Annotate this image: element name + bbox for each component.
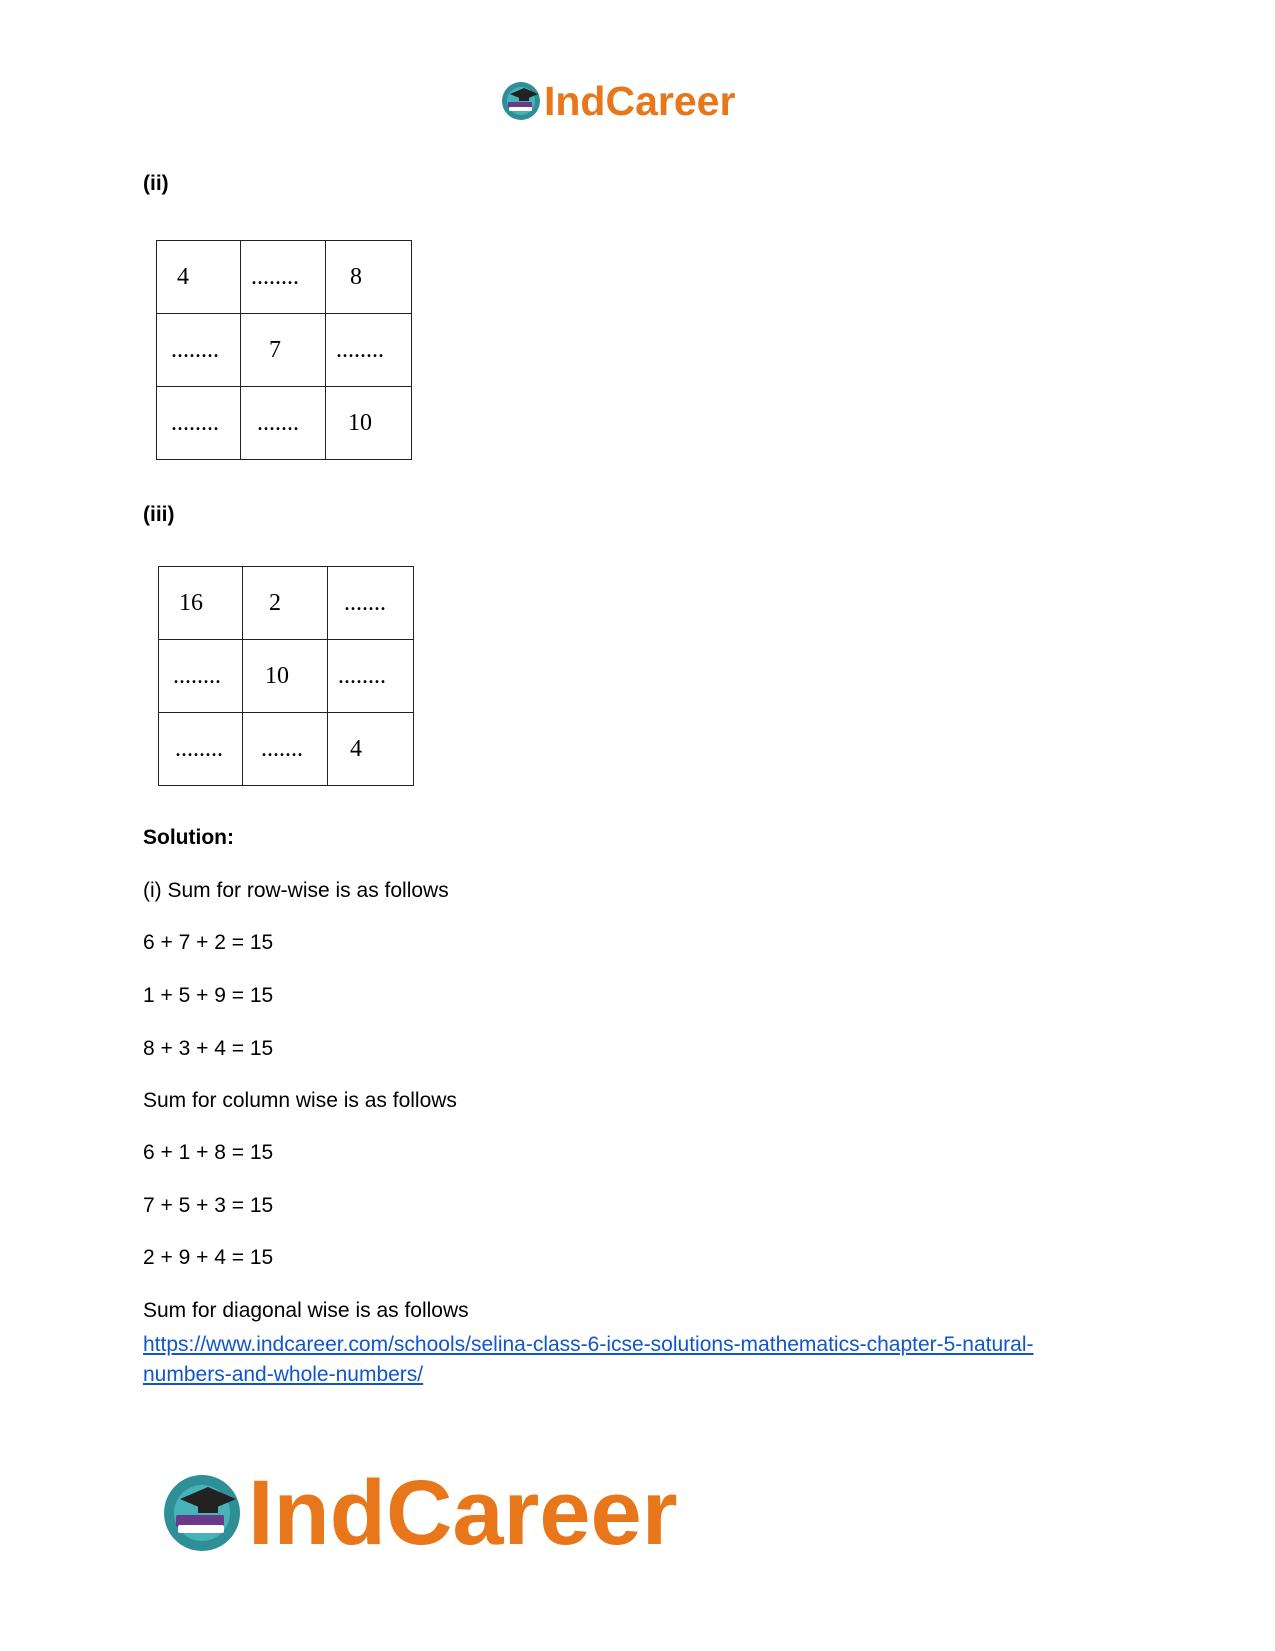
grid-cell: 10	[348, 409, 372, 436]
grid-label-iii: (iii)	[143, 503, 175, 526]
solution-line: 1 + 5 + 9 = 15	[143, 984, 274, 1007]
magic-square-ii	[156, 240, 412, 460]
grid-cell: 7	[269, 336, 281, 363]
logo-wordmark: IndCareer	[248, 1462, 678, 1564]
solution-line: (i) Sum for row-wise is as follows	[143, 879, 449, 902]
logo-wordmark: IndCareer	[544, 77, 736, 124]
graduation-book-icon	[160, 1471, 244, 1555]
grid-cell: 16	[179, 589, 203, 616]
grid-cell: .......	[344, 589, 386, 616]
solution-line: 8 + 3 + 4 = 15	[143, 1037, 274, 1060]
grid-cell: ........	[171, 336, 219, 363]
grid-cell: .......	[257, 409, 299, 436]
solution-line: 2 + 9 + 4 = 15	[143, 1246, 274, 1269]
solution-line: Sum for column wise is as follows	[143, 1089, 457, 1112]
grid-cell: ........	[338, 662, 386, 689]
source-link[interactable]	[143, 1330, 1143, 1390]
grid-cell: .......	[261, 735, 303, 762]
solution-line: 6 + 1 + 8 = 15	[143, 1141, 274, 1164]
solution-heading: Solution:	[143, 826, 234, 849]
grid-cell: 2	[269, 589, 281, 616]
grid-cell: ........	[173, 662, 221, 689]
grid-cell: 10	[265, 662, 289, 689]
source-link-line2: numbers-and-whole-numbers/	[143, 1363, 424, 1386]
grid-cell: 4	[177, 263, 189, 290]
grid-label-ii: (ii)	[143, 172, 169, 195]
source-link-line1: https://www.indcareer.com/schools/selina-class-6-icse-solutions-mathematics-chapter-5-natural-	[143, 1333, 1034, 1356]
footer-logo	[160, 1462, 678, 1564]
grid-cell: ........	[171, 409, 219, 436]
solution-line: 7 + 5 + 3 = 15	[143, 1194, 274, 1217]
grid-cell: 4	[350, 735, 362, 762]
magic-square-iii	[158, 566, 414, 786]
grid-cell: ........	[251, 263, 299, 290]
solution-line: Sum for diagonal wise is as follows	[143, 1299, 469, 1322]
graduation-book-icon	[500, 80, 542, 122]
solution-line: 6 + 7 + 2 = 15	[143, 931, 274, 954]
grid-cell: ........	[175, 735, 223, 762]
grid-cell: ........	[336, 336, 384, 363]
grid-cell: 8	[350, 263, 362, 290]
header-logo	[500, 78, 735, 124]
